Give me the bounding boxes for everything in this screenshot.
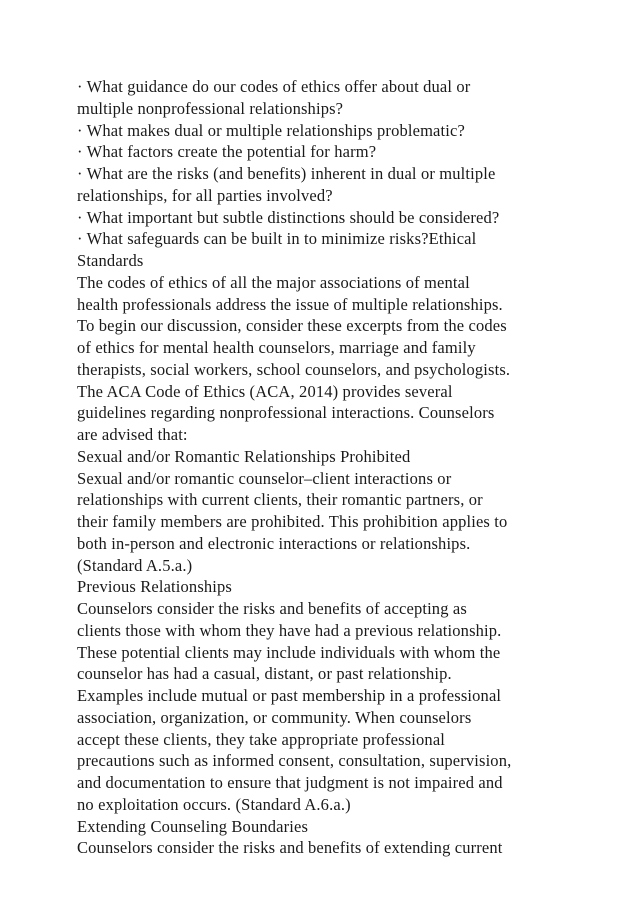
paragraph-codes-line-5: therapists, social workers, school counselors, and psychologists. bbox=[77, 359, 511, 379]
paragraph-aca-line-3: are advised that: bbox=[77, 425, 188, 444]
question-factors: · What factors create the potential for harm? bbox=[77, 142, 377, 162]
paragraph-codes-line-4: of ethics for mental health counselors, marriage and family bbox=[77, 338, 476, 357]
paragraph-previous-line-7: accept these clients, they take appropriate professional bbox=[77, 729, 446, 749]
paragraph-aca-line-2: guidelines regarding nonprofessional interactions. Counselors bbox=[77, 403, 495, 423]
paragraph-codes-line-1: The codes of ethics of all the major associations of mental bbox=[77, 272, 470, 292]
heading-previous-relationships: Previous Relationships bbox=[77, 577, 233, 597]
paragraph-sexual-line-5: (Standard A.5.a.) bbox=[77, 555, 193, 575]
paragraph-sexual-line-2: relationships with current clients, their romantic partners, or bbox=[77, 490, 483, 510]
paragraph-codes-line-2: health professionals address the issue of multiple relationships. bbox=[77, 294, 503, 314]
question-risks-line-2: relationships, for all parties involved? bbox=[77, 185, 333, 205]
question-distinctions: · What important but subtle distinctions should be considered? bbox=[77, 207, 500, 227]
paragraph-previous-line-5: Examples include mutual or past membership in a professional bbox=[77, 686, 502, 705]
paragraph-previous-line-3: These potential clients may include individuals with whom the bbox=[77, 642, 501, 662]
paragraph-previous-line-1: Counselors consider the risks and benefits of accepting as bbox=[77, 599, 467, 618]
question-problematic: · What makes dual or multiple relationships problematic? bbox=[77, 120, 465, 140]
paragraph-aca-line-1: The ACA Code of Ethics (ACA, 2014) provides several bbox=[77, 381, 453, 401]
paragraph-sexual-line-3: their family members are prohibited. This prohibition applies to bbox=[77, 512, 508, 531]
question-risks-line-1: · What are the risks (and benefits) inherent in dual or multiple bbox=[77, 164, 496, 183]
heading-sexual-romantic: Sexual and/or Romantic Relationships Prohibited bbox=[77, 446, 411, 466]
paragraph-previous-line-9: and documentation to ensure that judgment is not impaired and bbox=[77, 773, 503, 792]
paragraph-previous-line-4: counselor has had a casual, distant, or past relationship. bbox=[77, 664, 452, 684]
document-body bbox=[77, 76, 597, 859]
heading-extending-boundaries: Extending Counseling Boundaries bbox=[77, 816, 309, 836]
paragraph-sexual-line-4: both in-person and electronic interactions or relationships. bbox=[77, 533, 471, 553]
question-safeguards: · What safeguards can be built in to minimize risks?Ethical bbox=[77, 229, 477, 249]
paragraph-previous-line-8: precautions such as informed consent, consultation, supervision, bbox=[77, 751, 512, 771]
paragraph-sexual-line-1: Sexual and/or romantic counselor–client interactions or bbox=[77, 468, 452, 488]
question-guidance-line-1: · What guidance do our codes of ethics offer about dual or bbox=[77, 77, 471, 96]
heading-standards: Standards bbox=[77, 251, 144, 270]
paragraph-codes-line-3: To begin our discussion, consider these excerpts from the codes bbox=[77, 316, 507, 336]
question-guidance-line-2: multiple nonprofessional relationships? bbox=[77, 98, 344, 118]
paragraph-previous-line-6: association, organization, or community. When counselors bbox=[77, 707, 472, 727]
paragraph-previous-line-10: no exploitation occurs. (Standard A.6.a.) bbox=[77, 794, 351, 814]
paragraph-extending-line-1: Counselors consider the risks and benefits of extending current bbox=[77, 838, 503, 858]
paragraph-previous-line-2: clients those with whom they have had a previous relationship. bbox=[77, 620, 502, 640]
